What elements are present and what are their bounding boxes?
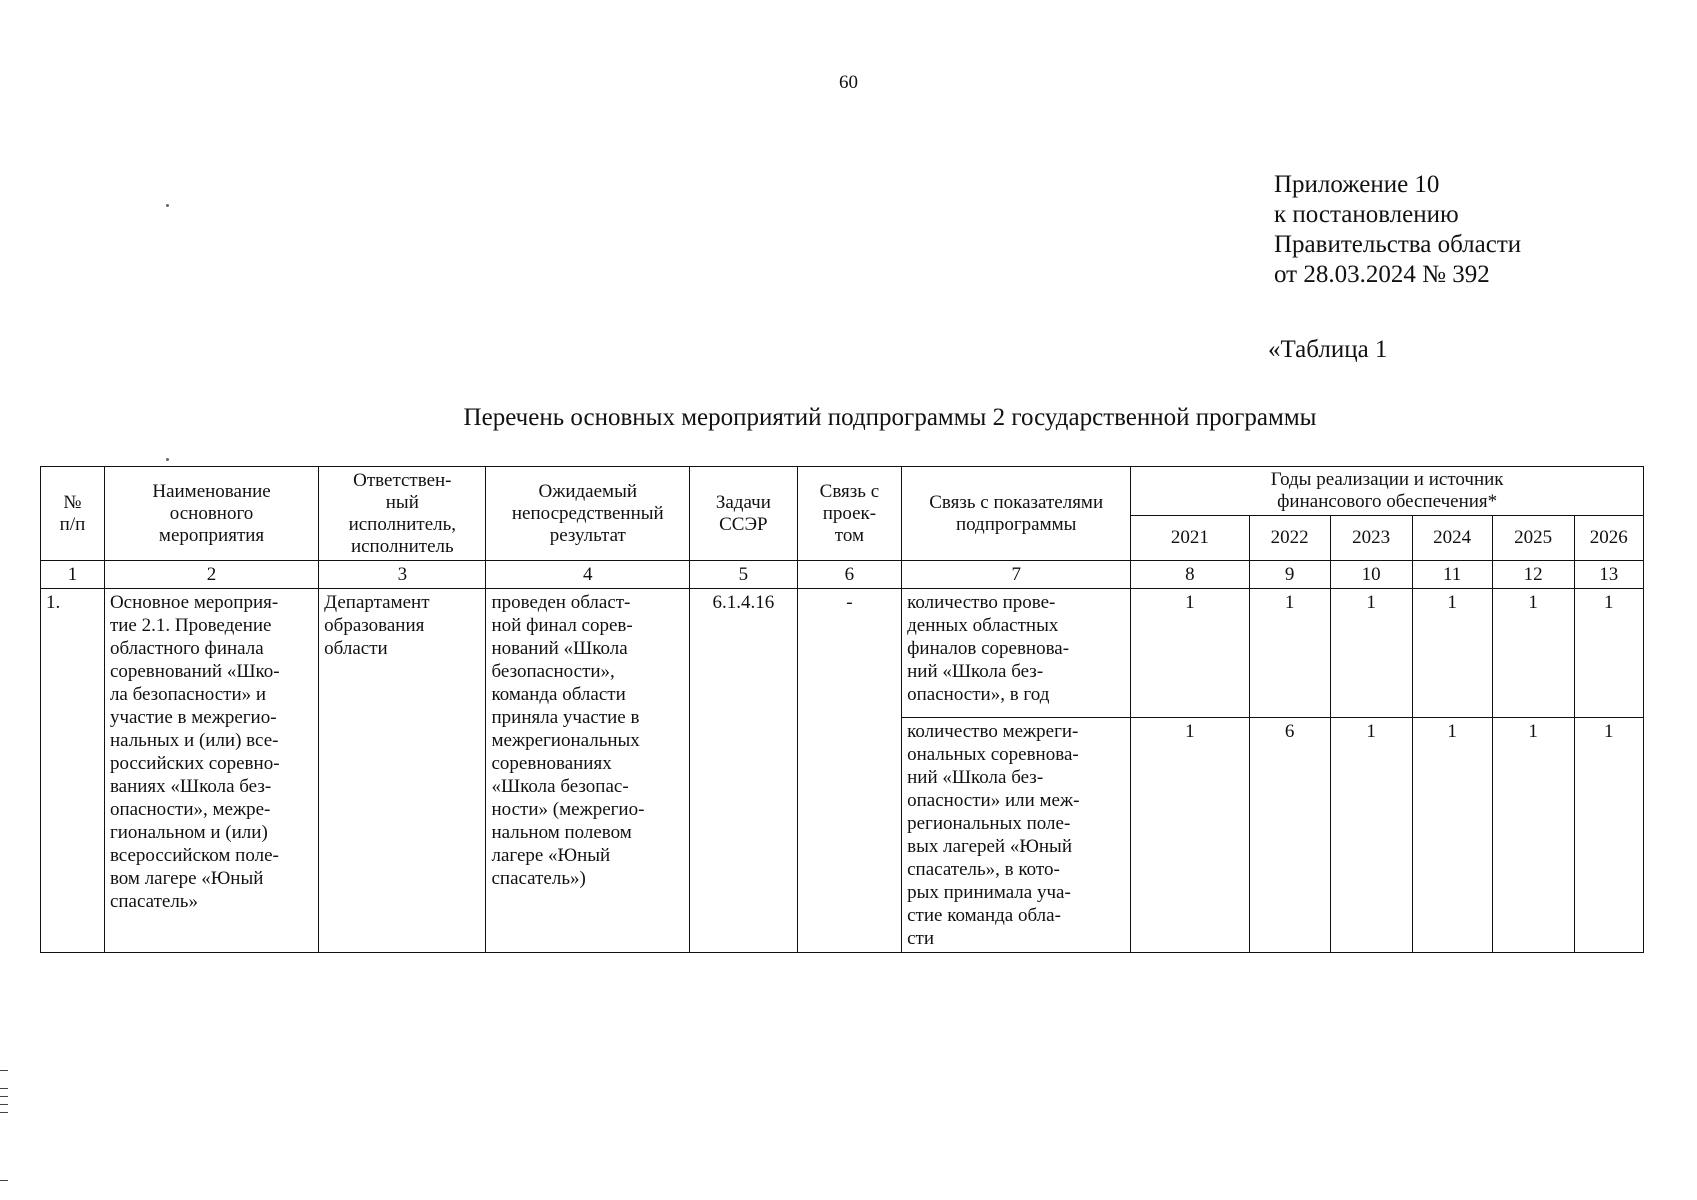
page-number: 60	[839, 72, 858, 93]
cell-line: стие команда обла-	[907, 905, 1061, 926]
year-value: 1	[1574, 718, 1643, 953]
header-text: проек-	[822, 502, 877, 524]
row-project: -	[797, 589, 901, 953]
activities-table	[40, 466, 1644, 953]
cell-line: соревнований «Шко-	[109, 661, 280, 682]
cell-line: области	[324, 638, 388, 659]
year-value: 1	[1492, 589, 1574, 718]
cell-line: проведен област-	[491, 592, 631, 613]
appendix-line: Правительства области	[1274, 231, 1522, 258]
header-project	[797, 467, 901, 561]
header-text: Ответствен-	[353, 469, 452, 491]
cell-line: ла безопасности» и	[109, 684, 267, 705]
row-indicator	[902, 718, 1131, 953]
header-year: 2021	[1131, 516, 1249, 561]
scan-speck	[166, 458, 169, 461]
cell-line: ний «Школа без-	[907, 767, 1044, 788]
header-text: результат	[549, 524, 626, 546]
cell-line: количество прове-	[907, 592, 1056, 613]
appendix-line: к постановлению	[1274, 201, 1459, 228]
column-number: 10	[1330, 561, 1412, 589]
year-value: 1	[1330, 718, 1412, 953]
cell-line: всероссийском поле-	[109, 845, 279, 866]
column-number: 7	[902, 561, 1131, 589]
cell-line: Основное мероприя-	[109, 592, 279, 613]
header-responsible	[319, 467, 486, 561]
header-text: мероприятия	[158, 524, 265, 546]
header-year: 2022	[1249, 516, 1330, 561]
header-name	[104, 467, 318, 561]
header-year: 2025	[1492, 516, 1574, 561]
header-text: п/п	[59, 513, 86, 535]
document-title: Перечень основных мероприятий подпрограммы 2 государственной программы	[463, 404, 1317, 431]
cell-line: приняла участие в	[491, 707, 640, 728]
cell-line: количество межреги-	[907, 721, 1079, 742]
scan-mark	[0, 1088, 8, 1089]
header-text: том	[834, 524, 865, 546]
table-row	[41, 589, 1644, 718]
cell-line: «Школа безопас-	[491, 776, 629, 797]
cell-line: российских соревно-	[109, 753, 280, 774]
scan-mark	[0, 1096, 8, 1097]
cell-line: ональных соревнова-	[907, 744, 1079, 765]
row-num: 1.	[41, 589, 105, 953]
column-number: 9	[1249, 561, 1330, 589]
header-text: непосредственный	[511, 502, 664, 524]
cell-line: гиональном и (или)	[109, 822, 268, 843]
year-value: 1	[1574, 589, 1643, 718]
cell-line: ваниях «Школа без-	[109, 776, 272, 797]
cell-line: ности» (межрегио-	[491, 799, 645, 820]
header-num	[41, 467, 105, 561]
column-numbers-row	[41, 561, 1644, 589]
column-number: 2	[104, 561, 318, 589]
year-value: 1	[1412, 589, 1492, 718]
cell-line: опасности», межре-	[109, 799, 271, 820]
cell-line: нальных и (или) все-	[109, 730, 279, 751]
header-indicators	[902, 467, 1131, 561]
scan-mark	[0, 1104, 8, 1105]
cell-line: вых лагерей «Юный	[907, 836, 1072, 857]
column-number: 6	[797, 561, 901, 589]
column-number: 8	[1131, 561, 1249, 589]
cell-line: вом лагере «Юный	[109, 868, 264, 889]
column-number: 3	[319, 561, 486, 589]
column-number: 13	[1574, 561, 1643, 589]
header-tasks	[690, 467, 798, 561]
year-value: 1	[1249, 589, 1330, 718]
row-activity-name	[104, 589, 318, 953]
year-value: 6	[1249, 718, 1330, 953]
header-text: ССЭР	[719, 513, 768, 535]
cell-line: региональных поле-	[907, 813, 1071, 834]
year-value: 1	[1412, 718, 1492, 953]
cell-line: рых принимала уча-	[907, 882, 1071, 903]
scan-speck	[166, 204, 169, 207]
year-value: 1	[1131, 718, 1249, 953]
header-years-group	[1131, 467, 1644, 516]
header-text: Годы реализации и источник	[1270, 469, 1504, 490]
cell-line: денных областных	[907, 615, 1059, 636]
header-text: финансового обеспечения*	[1277, 491, 1498, 512]
header-text: исполнитель,	[348, 513, 457, 535]
header-text: подпрограммы	[955, 513, 1077, 535]
cell-line: спасатель»	[109, 891, 198, 912]
scan-mark	[0, 1070, 8, 1071]
scan-mark	[0, 1112, 8, 1113]
header-text: Наименование	[152, 480, 271, 502]
cell-line: межрегиональных	[491, 730, 640, 751]
column-number: 12	[1492, 561, 1574, 589]
table-label: «Таблица 1	[1268, 336, 1388, 363]
row-tasks: 6.1.4.16	[690, 589, 798, 953]
cell-line: команда области	[491, 684, 626, 705]
cell-line: сти	[907, 928, 935, 949]
header-text: Связь с показателями	[929, 491, 1104, 513]
cell-line: лагере «Юный	[491, 845, 611, 866]
scan-mark	[0, 1180, 8, 1181]
cell-line: областного финала	[109, 638, 264, 659]
header-year: 2024	[1412, 516, 1492, 561]
header-text: ный	[385, 491, 419, 513]
appendix-line: Приложение 10	[1274, 171, 1440, 198]
header-text: №	[63, 491, 82, 513]
cell-line: участие в межрегио-	[109, 707, 277, 728]
row-expected-result	[486, 589, 690, 953]
header-text: Ожидаемый	[538, 480, 638, 502]
cell-line: образования	[324, 615, 425, 636]
cell-line: Департамент	[324, 592, 430, 613]
header-text: Связь с	[819, 480, 880, 502]
header-row	[41, 467, 1644, 516]
cell-line: финалов соревнова-	[907, 638, 1070, 659]
column-number: 4	[486, 561, 690, 589]
cell-line: опасности», в год	[907, 684, 1050, 705]
column-number: 1	[41, 561, 105, 589]
header-year: 2026	[1574, 516, 1643, 561]
year-value: 1	[1131, 589, 1249, 718]
appendix-block	[1274, 170, 1521, 290]
cell-line: нований «Школа	[491, 638, 628, 659]
header-year: 2023	[1330, 516, 1412, 561]
header-text: основного	[169, 502, 254, 524]
cell-line: ной финал сорев-	[491, 615, 633, 636]
year-value: 1	[1330, 589, 1412, 718]
cell-line: спасатель», в кото-	[907, 859, 1060, 880]
year-value: 1	[1492, 718, 1574, 953]
header-text: исполнитель	[350, 535, 454, 557]
appendix-line: от 28.03.2024 № 392	[1274, 261, 1490, 288]
cell-line: тие 2.1. Проведение	[109, 615, 272, 636]
column-number: 5	[690, 561, 798, 589]
cell-line: спасатель»)	[491, 868, 586, 889]
cell-line: ний «Школа без-	[907, 661, 1044, 682]
header-text: Задачи	[715, 491, 771, 513]
cell-line: нальном полевом	[491, 822, 632, 843]
column-number: 11	[1412, 561, 1492, 589]
cell-line: соревнованиях	[491, 753, 612, 774]
cell-line: безопасности»,	[491, 661, 615, 682]
row-responsible	[319, 589, 486, 953]
header-result	[486, 467, 690, 561]
cell-line: опасности» или меж-	[907, 790, 1080, 811]
row-indicator	[902, 589, 1131, 718]
